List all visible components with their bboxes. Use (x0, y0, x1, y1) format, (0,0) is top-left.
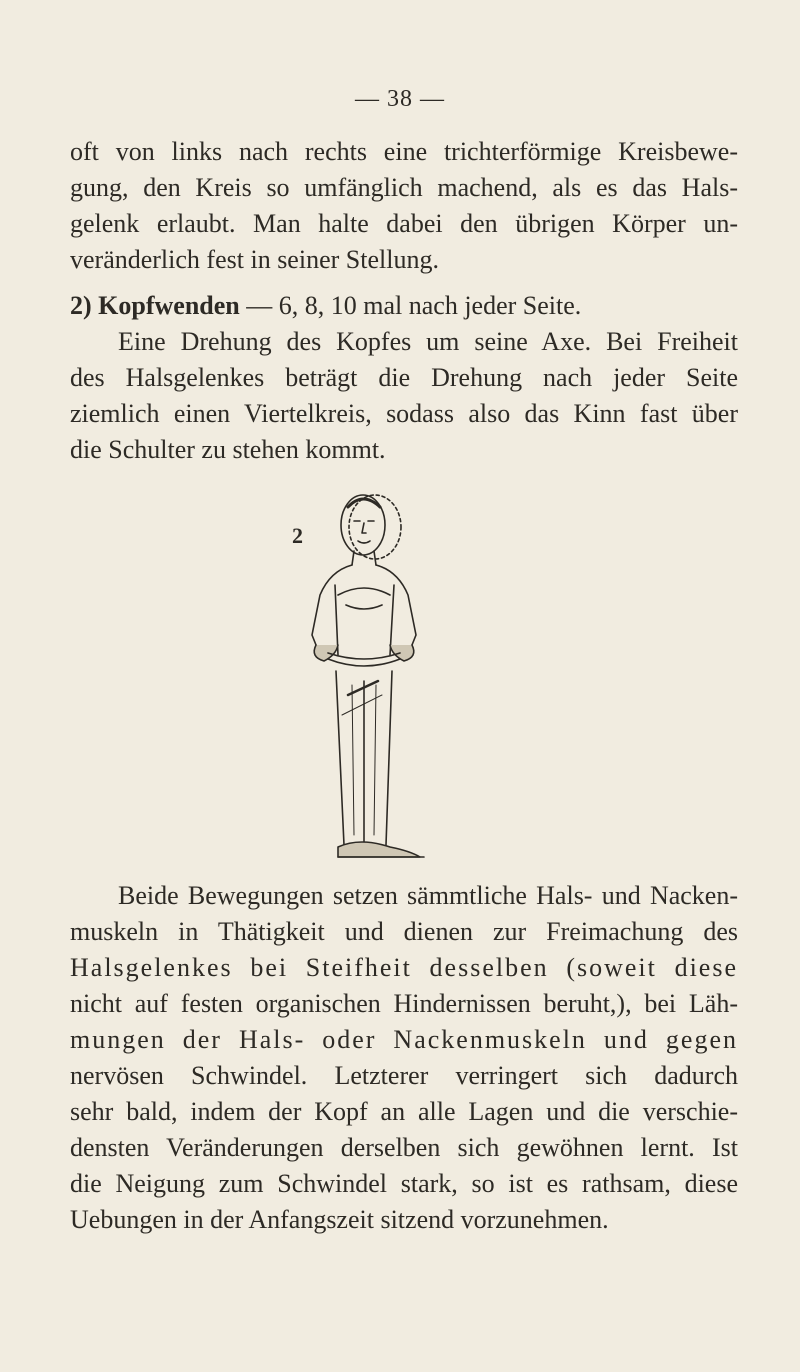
text-line: ziemlich einen Viertelkreis, sodass also das Kinn fast über (70, 399, 738, 428)
exercise-description (70, 324, 738, 468)
text-line: Eine Drehung des Kopfes um seine Axe. Bei Freiheit (118, 327, 738, 356)
text-line: sehr bald, indem der Kopf an alle Lagen und die verschie- (70, 1097, 738, 1126)
text-line: muskeln in Thätigkeit und dienen zur Freimachung des (70, 917, 738, 946)
paragraph-continuation (70, 134, 738, 278)
text-line: nervösen Schwindel. Letzterer verringert sich dadurch (70, 1061, 738, 1090)
text-line: mungen der Hals- oder Nackenmuskeln und gegen (70, 1025, 738, 1054)
page-number: — 38 — (355, 86, 445, 112)
exercise-title: Kopfwenden (98, 291, 240, 320)
exercise-heading (70, 288, 738, 324)
exercise-number: 2) (70, 291, 92, 320)
figure-illustration (290, 485, 440, 865)
text-line: Beide Bewegungen setzen sämmtliche Hals- und Nacken- (118, 881, 738, 910)
text-line: gung, den Kreis so umfänglich machend, als es das Hals- (70, 173, 738, 202)
figure-label: 2 (292, 523, 303, 548)
text-line: des Halsgelenkes beträgt die Drehung nach jeder Seite (70, 363, 738, 392)
text-line: veränderlich fest in seiner Stellung. (70, 245, 439, 274)
text-line: nicht auf festen organischen Hindernissen beruht,), bei Läh- (70, 989, 738, 1018)
closing-paragraph (70, 878, 738, 1238)
text-line: die Neigung zum Schwindel stark, so ist es rathsam, diese (70, 1169, 738, 1198)
text-line: oft von links nach rechts eine trichterförmige Kreisbewe- (70, 137, 738, 166)
text-line: Halsgelenkes bei Steifheit desselben (soweit diese (70, 953, 738, 982)
standing-man-illustration (290, 485, 440, 865)
text-line: gelenk erlaubt. Man halte dabei den übrigen Körper un- (70, 209, 738, 238)
text-line: die Schulter zu stehen kommt. (70, 435, 386, 464)
text-line: densten Veränderungen derselben sich gewöhnen lernt. Ist (70, 1133, 738, 1162)
exercise-detail: — 6, 8, 10 mal nach jeder Seite. (246, 291, 582, 320)
text-line: Uebungen in der Anfangszeit sitzend vorzunehmen. (70, 1205, 609, 1234)
